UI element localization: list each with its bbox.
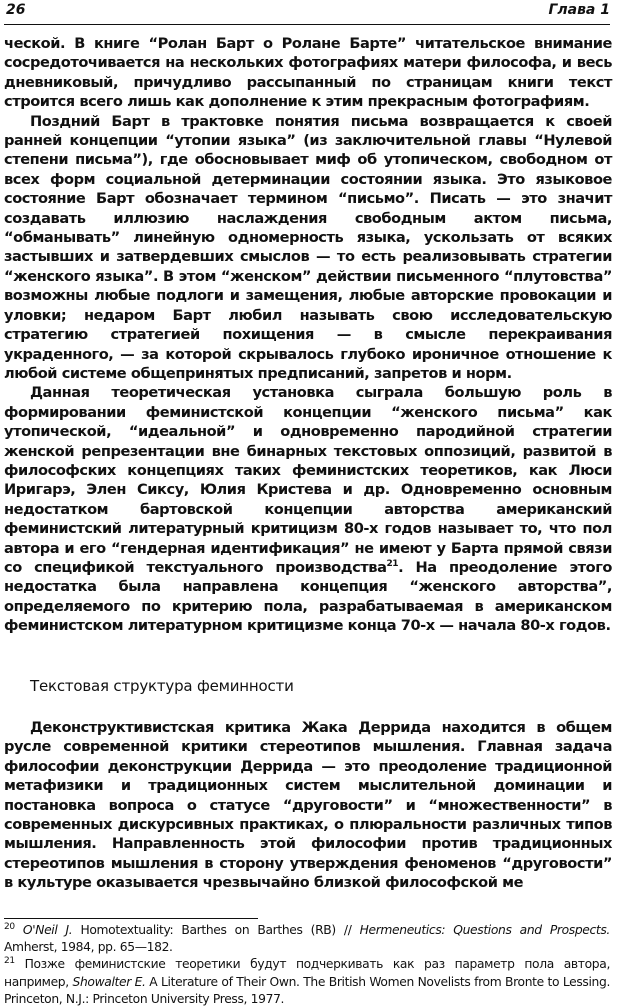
footnote-separator [4, 918, 258, 919]
section-heading: Текстовая структура феминности [30, 677, 294, 695]
page-header [4, 0, 610, 25]
footnote-text: Homotextuality: Barthes on Barthes (RB) // [72, 923, 360, 937]
main-text [4, 34, 612, 636]
paragraph: Деконструктивистская критика Жака Деррида находится в общем русле современной критики стереотипов мышления. Главная задача философии деконструкции Деррида — это преодоление традиционной метафизики и традиционных систем мыслительной доминации и постановка вопроса о статусе “друговости” и “множественности” в современных дискурсивных практиках, о плюральности различных типов мышления. Направленность этой философии против традиционных стереотипов мышления в сторону утверждения феноменов “друговости” в культуре оказывается чрезвычайно близкой философской ме [4, 719, 612, 892]
footnote [4, 922, 610, 956]
footnote-italic: Showalter E. [72, 974, 146, 989]
footnote-number: 20 [4, 921, 15, 932]
page-number: 26 [6, 2, 26, 18]
footnote [4, 956, 610, 1008]
paragraph: Поздний Барт в трактовке понятия письма возвращается к своей ранней концепции “утопии языка” (из заключительной главы “Нулевой степени письма”), где обосновывает миф об утопическом, свободном от всех форм социальной детерминации состоянии языка. Это языковое состояние Барт обозначает термином “письмо”. Писать — это значит создавать иллюзию наслаждения свободным актом письма, “обманывать” линейную одномерность языка, ускользать от всяких застывших и затвердевших смыслов — то есть реализовывать стратегии “женского языка”. В этом “женском” действии письменного “плутовства” возможны любые подлоги и замещения, любые авторские провокации и уловки; недаром Барт любил называть свою исследовательскую стратегию стратегией похищения — в смысле перекраивания украденного, — за которой скрывалось глубоко ироничное отношение к любой системе общепринятых предписаний, запретов и норм. [4, 112, 612, 382]
paragraph: ческой. В книге “Ролан Барт о Ролане Барте” читательское внимание сосредоточивается на нескольких фотографиях матери философа, и весь дневниковый, причудливо рассыпанный по страницам книги текст строится всего лишь как дополнение к этим прекрасным фотографиям. [4, 35, 612, 111]
footnote-text: Amherst, 1984, pp. 65—182. [4, 940, 173, 955]
footnote-text: Позже феминистские теоретики будут подчеркивать как раз параметр пола автора, например, [4, 957, 610, 989]
footnote-number: 21 [4, 956, 15, 967]
footnote-italic: Hermeneutics: Questions and Prospects. [359, 923, 610, 937]
paragraph-text: Данная теоретическая установка сыграла большую роль в формировании феминистской концепции “женского письма” как утопической, “идеальной” и одновременно пародийной стратегии женской репрезентации вне бинарных текстовых оппозиций, развитой в философских концепциях таких феминистских теоретиков, как Люси Иригарэ, Элен Сиксу, Юлия Кристева и др. Одновременно основным недостатком бартовской концепции авторства американский феминистский литературный критицизм 80-х годов называет то, что пол автора и его “гендерная идентификация” не имеют у Барта прямой связи со спецификой текстуального производства [4, 384, 612, 576]
footnotes [4, 922, 610, 1008]
footnote-text: A Literature of Their Own. The British Women Novelists from Bronte to Lessing. Princeton, N.J.: Princeton University Press, 1977. [4, 974, 611, 1006]
running-head: Глава 1 [548, 2, 610, 18]
paragraph-text: . На преодоление этого недостатка была направлена концепция “женского авторства”, определяемого по критерию пола, разрабатываемая в американском феминистском литературном критицизме конца 70-х — начала 80-х годов. [4, 558, 612, 635]
paragraph [4, 383, 612, 635]
section-text [4, 718, 612, 893]
footnote-author: O'Neil J. [22, 923, 73, 937]
footnote-ref: 21 [386, 559, 399, 570]
